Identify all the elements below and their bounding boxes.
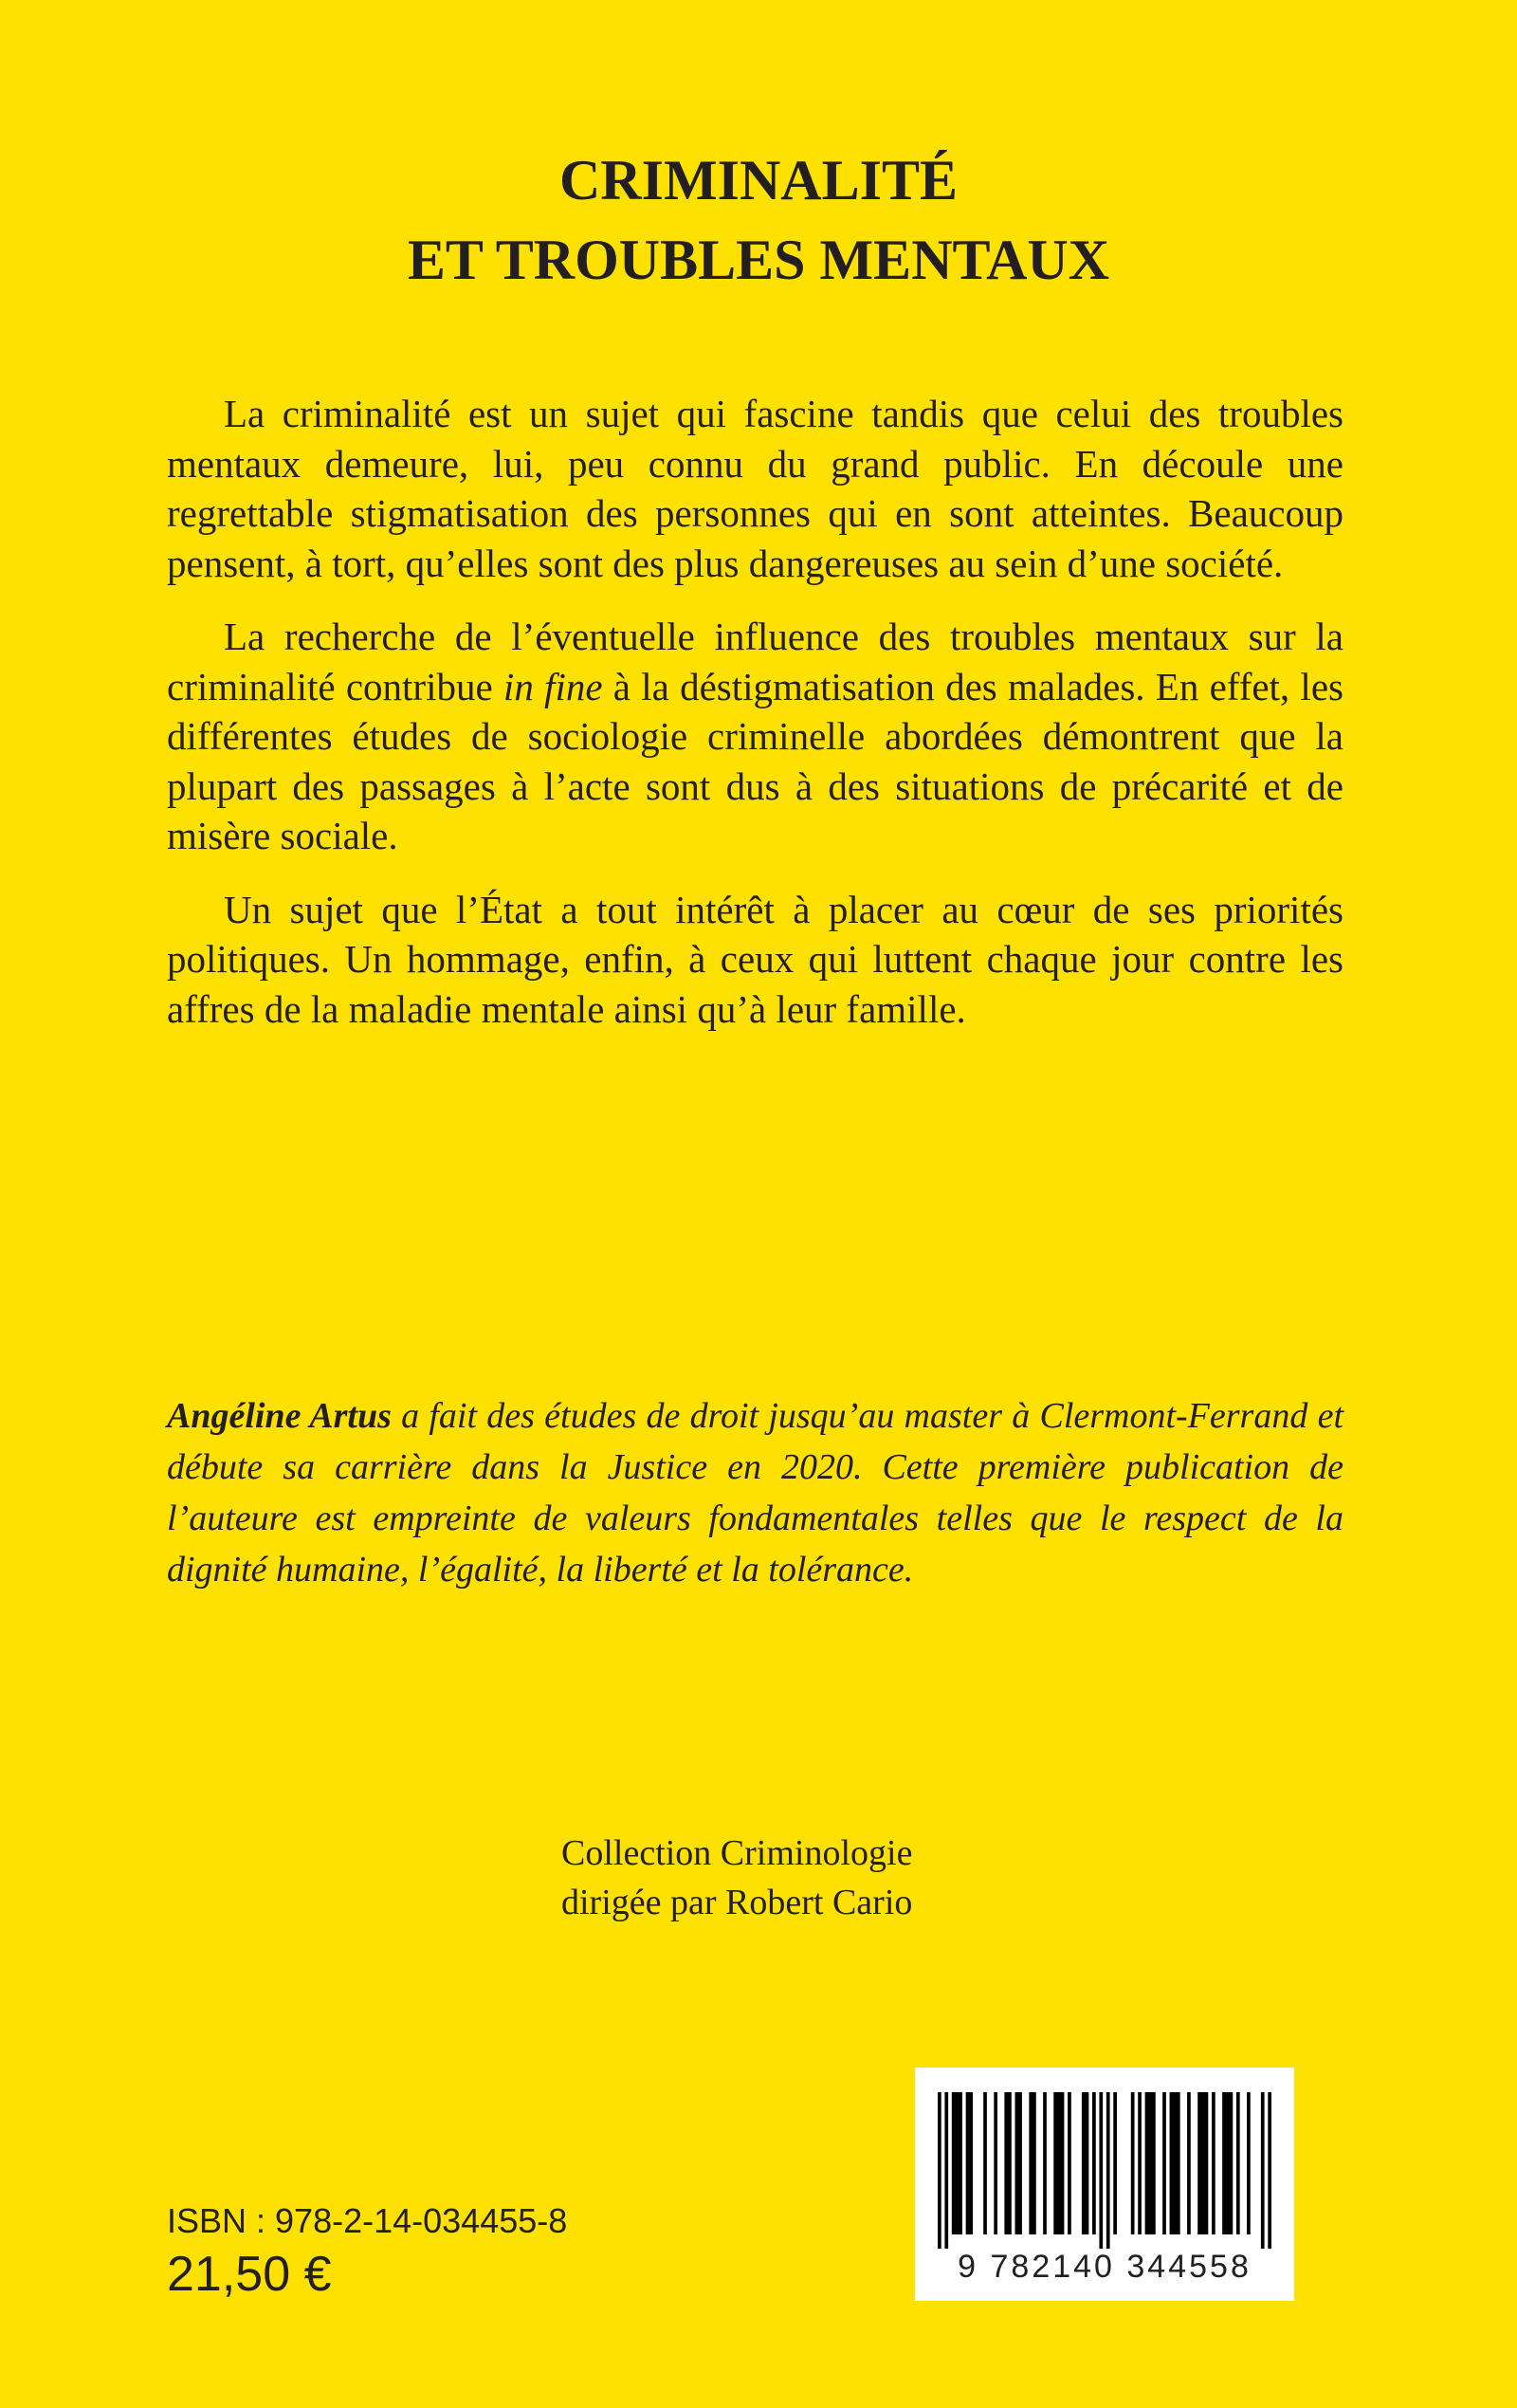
barcode-bar — [1138, 2092, 1142, 2234]
barcode-bar — [994, 2092, 997, 2234]
barcode-digits: 9 782140 344558 — [958, 2249, 1252, 2285]
summary-paragraph-2-start: La recherche de l’éventuelle influence des troubles mentaux sur la criminalité contribue — [167, 615, 1343, 708]
barcode-bar — [983, 2092, 987, 2234]
barcode-bar — [1162, 2092, 1166, 2234]
barcode-bar — [1197, 2092, 1208, 2234]
barcode-bar — [1106, 2092, 1110, 2249]
isbn-label: ISBN : 978-2-14-034455-8 — [167, 2201, 568, 2240]
summary-paragraph-2-italic: in fine — [503, 664, 603, 708]
summary-paragraph-2-end: à la déstigmatisation des malades. En effet, les différentes études de sociologie criminelle abordées démontrent que la plupart des passages à l’acte sont dus à des situations de précarité et de misère sociale. — [167, 664, 1343, 857]
barcode-bar — [1099, 2092, 1103, 2249]
barcode-bar — [1236, 2092, 1240, 2234]
author-bio-text: a fait des études de droit jusqu’au master à Clermont-Ferrand et débute sa carrière dans la Justice en 2020. Cette première publication de l’auteure est empreinte de valeurs fondamentales telles que le respect de la dignité humaine, l’égalité, la liberté et la tolérance. — [167, 1396, 1343, 1590]
barcode-bar — [1131, 2092, 1135, 2234]
barcode-bar — [1187, 2092, 1191, 2234]
barcode-bar — [1212, 2092, 1215, 2234]
summary-paragraph-3: Un sujet que l’État a tout intérêt à placer au cœur de ses priorités politiques. Un hommage, enfin, à ceux qui luttent chaque jour contre les affres de la maladie mentale ainsi qu’à leur famille. — [167, 887, 1343, 1031]
barcode-bar — [1082, 2092, 1088, 2234]
collection-info — [561, 1829, 912, 1927]
summary-paragraph-2 — [167, 612, 1343, 861]
summary-paragraph-1: La criminalité est un sujet qui fascine tandis que celui des troubles mentaux demeure, lui, peu connu du grand public. En découle une regrettable stigmatisation des personnes qui en sont atteintes. Beaucoup pensent, à tort, qu’elles sont des plus dangereuses au sein d’une société. — [167, 392, 1343, 585]
barcode-bar — [966, 2092, 973, 2234]
barcode-bar — [1029, 2092, 1035, 2234]
barcode-bar — [1113, 2092, 1117, 2234]
barcode-bar — [952, 2092, 962, 2234]
barcode-bar — [944, 2092, 948, 2249]
barcode-bar — [1092, 2092, 1096, 2234]
barcode-icon — [938, 2092, 1271, 2249]
barcode-bar — [1170, 2092, 1180, 2234]
book-title-line-1: CRIMINALITÉ — [558, 149, 959, 211]
barcode-bar — [1004, 2092, 1011, 2234]
barcode-bar — [1068, 2092, 1071, 2234]
barcode-bar — [1247, 2092, 1251, 2234]
barcode-bar — [1222, 2092, 1233, 2234]
barcode-bar — [1145, 2092, 1156, 2234]
barcode-bar — [1015, 2092, 1022, 2234]
book-title — [0, 140, 1517, 300]
book-title-line-2: ET TROUBLES MENTAUX — [407, 229, 1110, 291]
barcode-bar — [1043, 2092, 1047, 2234]
barcode-bar — [1268, 2092, 1271, 2249]
author-name: Angéline Artus — [167, 1396, 392, 1436]
author-bio — [167, 1390, 1343, 1595]
price-label: 21,50 € — [167, 2247, 332, 2302]
barcode-panel — [915, 2068, 1294, 2301]
collection-name: Collection Criminologie — [561, 1833, 913, 1873]
summary-text — [167, 389, 1343, 1057]
barcode-bar — [1053, 2092, 1064, 2234]
collection-director: dirigée par Robert Cario — [561, 1883, 913, 1922]
barcode-bar — [1261, 2092, 1265, 2249]
barcode-bar — [938, 2092, 941, 2249]
